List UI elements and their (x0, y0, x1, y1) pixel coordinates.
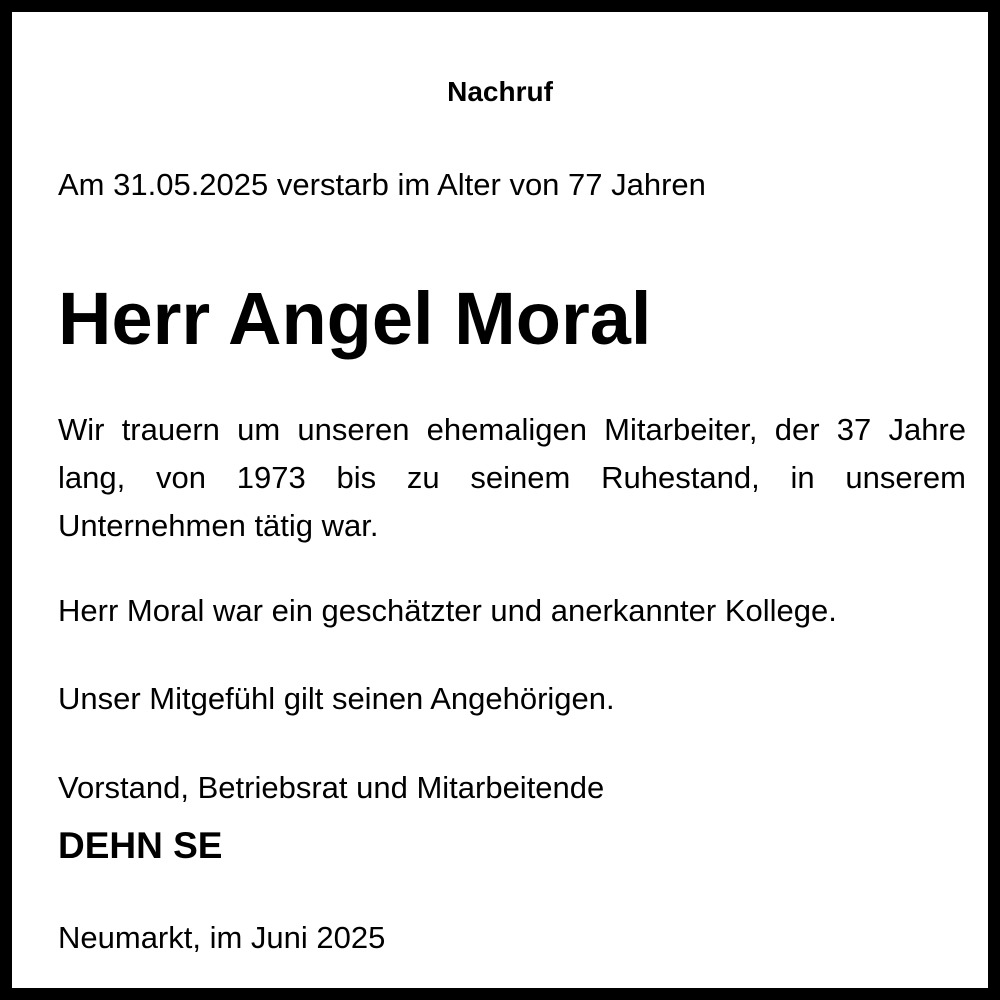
deceased-name: Herr Angel Moral (58, 277, 652, 360)
notice-heading: Nachruf (447, 76, 553, 107)
tribute-paragraph: Wir trauern um unseren ehemaligen Mitarbeiter, der 37 Jahre lang, von 1973 bis zu seinem Ruhestand, in unserem Unternehmen tätig war. (58, 412, 966, 543)
colleague-statement: Herr Moral war ein geschätzter und anerkannter Kollege. (58, 593, 837, 628)
signers-line: Vorstand, Betriebsrat und Mitarbeitende (58, 770, 605, 805)
condolence-statement: Unser Mitgefühl gilt seinen Angehörigen. (58, 681, 615, 716)
death-date-intro: Am 31.05.2025 verstarb im Alter von 77 Jahren (58, 167, 706, 202)
company-name: DEHN SE (58, 825, 223, 866)
place-date-line: Neumarkt, im Juni 2025 (58, 920, 386, 955)
